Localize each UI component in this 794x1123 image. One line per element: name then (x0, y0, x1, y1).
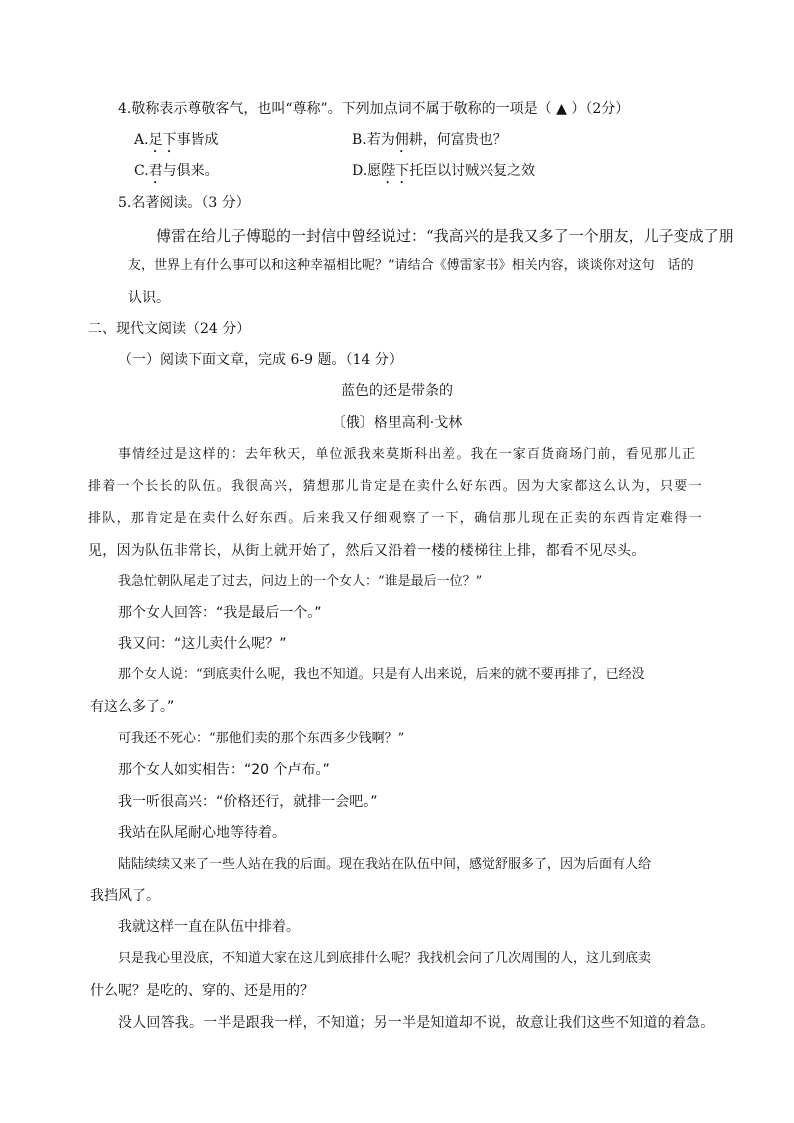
article-line: 我挡风了。 (90, 888, 160, 904)
option-a-dotted-word: 足下 (148, 132, 177, 148)
option-c-prefix: C. (134, 163, 149, 179)
option-b-prefix: B.若为 (352, 132, 395, 148)
article-line: 排着一个长长的队伍。我很高兴，猜想那儿肯定是在卖什么好东西。因为大家都这么认为，只要一 (88, 479, 703, 494)
question-4-stem: 4.敬称表示尊敬客气，也叫“尊称”。下列加点词不属于敬称的一项是（ ▲ ）（2分） (118, 101, 630, 117)
article-line: 没人回答我。一半是跟我一样，不知道；另一半是知道却不说，故意让我们这些不知道的着急。 (118, 1015, 715, 1031)
option-c-dotted-word: 君 (148, 163, 163, 179)
section-2-subheading: （一）阅读下面文章，完成 6-9 题。（14 分） (118, 352, 403, 368)
question-4-option-a (134, 130, 219, 156)
section-2-heading: 二、现代文阅读（24 分） (88, 321, 251, 337)
question-5-heading: 5.名著阅读。（3 分） (118, 195, 250, 211)
question-4-option-c (134, 161, 219, 187)
question-4-option-b (352, 130, 507, 156)
article-line: 我就这样一直在队伍中排着。 (118, 919, 300, 935)
option-b-rest: 耕，何富贵也？ (408, 132, 507, 148)
article-line: 那个女人说：“到底卖什么呢，我也不知道。只是有人出来说，后来的就不要再排了，已经没 (118, 667, 645, 682)
article-line: 见，因为队伍非常长，从街上就开始了，然后又沿着一楼的楼梯往上排，都看不见尽头。 (88, 543, 646, 559)
article-line: 我站在队尾耐心地等待着。 (118, 825, 286, 841)
option-a-rest: 事皆成 (176, 132, 219, 148)
article-line: 什么呢？是吃的、穿的、还是用的？ (90, 983, 314, 999)
question-5-line-2: 友，世界上有什么事可以和这种幸福相比呢？”请结合《傅雷家书》相关内容，谈谈你对这句 话的 (128, 258, 694, 273)
question-4-option-d (352, 161, 535, 187)
article-line: 可我还不死心：“那他们卖的那个东西多少钱啊？” (118, 731, 405, 746)
question-5-line-1: 傅雷在给儿子傅聪的一封信中曾经说过：“我高兴的是我又多了一个朋友，儿子变成了朋 (156, 227, 734, 245)
article-author: 〔俄〕格里高利·戈林 (331, 415, 463, 431)
article-line: 只是我心里没底，不知道大家在这儿到底排什么呢？我找机会问了几次周围的人，这儿到底卖 (118, 951, 652, 966)
option-d-rest: 托臣以讨贼兴复之效 (409, 163, 536, 179)
question-5-line-3: 认识。 (128, 290, 170, 306)
option-b-dotted-word: 佣 (394, 132, 409, 148)
article-line: 我又问：“这儿卖什么呢？” (118, 636, 287, 652)
article-line: 事情经过是这样的：去年秋天，单位派我来莫斯科出差。我在一家百货商场门前，看见那儿正 (118, 447, 697, 462)
option-d-prefix: D.愿 (352, 163, 382, 179)
option-d-dotted-word: 陛下 (381, 163, 410, 179)
option-a-prefix: A. (134, 132, 149, 148)
article-line: 我急忙朝队尾走了过去，问边上的一个女人：“谁是最后一位？” (118, 574, 483, 589)
article-title: 蓝色的还是带条的 (341, 383, 453, 399)
article-line: 那个女人如实相告：“20 个卢布。” (118, 762, 330, 778)
option-c-rest: 与俱来。 (162, 163, 219, 179)
article-line: 有这么多了。” (90, 699, 175, 715)
article-line: 那个女人回答：“我是最后一个。” (118, 605, 322, 621)
article-line: 排队，那肯定是在卖什么好东西。后来我又仔细观察了一下，确信那儿现在正卖的东西肯定难得一 (88, 511, 703, 526)
article-line: 陆陆续续又来了一些人站在我的后面。现在我站在队伍中间，感觉舒服多了，因为后面有人给 (118, 857, 652, 872)
article-line: 我一听很高兴：“价格还行，就排一会吧。” (118, 794, 378, 810)
